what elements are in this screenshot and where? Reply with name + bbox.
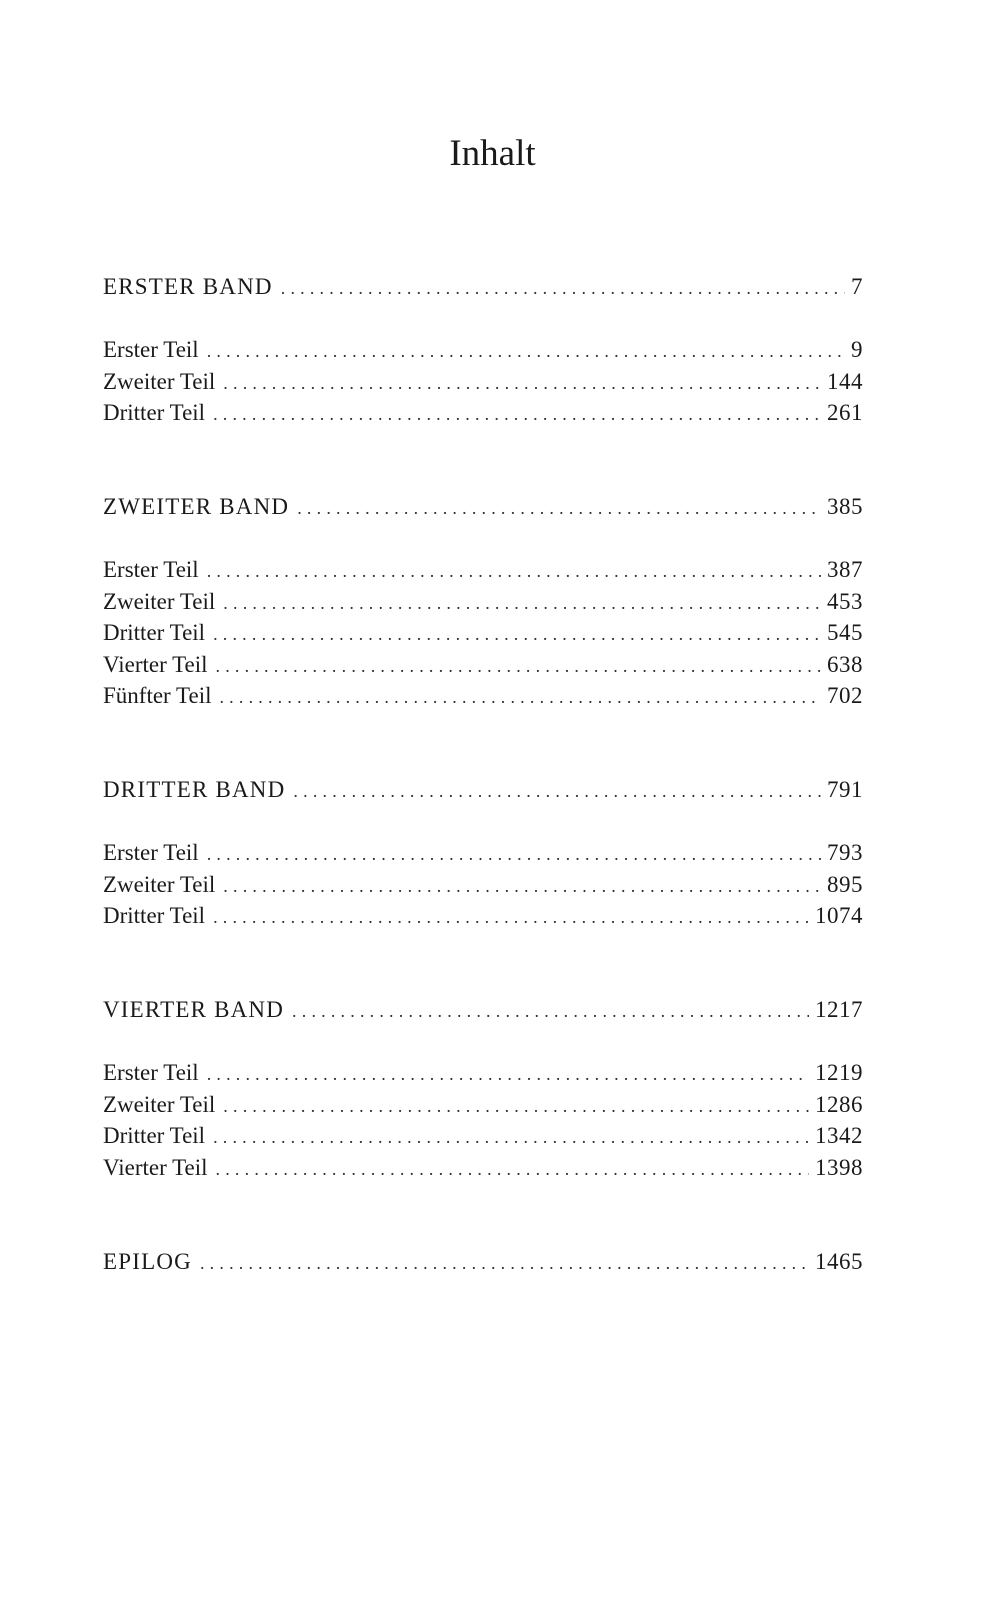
dot-leader [207,1059,809,1089]
toc-volume-4[interactable] [103,995,863,1026]
toc-entry-label: Erster Teil [103,1060,199,1085]
toc-entry-page: 1217 [815,997,863,1022]
dot-leader [292,996,809,1026]
toc-volume-2-part-2[interactable] [103,587,863,618]
toc-volume-2-part-1[interactable] [103,555,863,586]
dot-leader [213,399,821,429]
toc-epilog[interactable] [103,1247,863,1278]
toc-entry-label: Zweiter Teil [103,589,216,614]
toc-entry-page: 1398 [815,1155,863,1180]
toc-entry-page: 793 [827,840,863,865]
dot-leader [293,776,821,806]
toc-entry-page: 1465 [815,1249,863,1274]
toc-entry-label: Zweiter Teil [103,872,216,897]
toc-entry-page: 261 [827,400,863,425]
toc-entry-label: EPILOG [103,1249,192,1274]
toc-volume-3-part-1[interactable] [103,838,863,869]
dot-leader [207,556,821,586]
toc-volume-4-part-2[interactable] [103,1090,863,1121]
dot-leader [216,651,821,681]
toc-entry-label: Zweiter Teil [103,1092,216,1117]
toc-entry-page: 387 [827,557,863,582]
toc-entry-label: Vierter Teil [103,652,208,677]
toc-entry-page: 895 [827,872,863,897]
toc-entry-page: 1286 [815,1092,863,1117]
toc-entry-page: 702 [827,683,863,708]
toc-entry-label: Dritter Teil [103,620,206,645]
dot-leader [216,1154,809,1184]
dot-leader [213,1122,809,1152]
toc-entry-label: ZWEITER BAND [103,494,290,519]
toc-volume-3-part-2[interactable] [103,870,863,901]
toc-entry-label: Erster Teil [103,840,199,865]
toc-volume-4-part-3[interactable] [103,1121,863,1152]
toc-entry-label: Erster Teil [103,557,199,582]
toc-entry-page: 7 [851,274,863,299]
dot-leader [223,1091,809,1121]
toc-entry-label: Vierter Teil [103,1155,208,1180]
toc-volume-1[interactable] [103,272,863,303]
toc-entry-label: VIERTER BAND [103,997,285,1022]
toc-entry-label: ERSTER BAND [103,274,273,299]
toc-entry-label: Dritter Teil [103,903,206,928]
toc-entry-page: 385 [827,494,863,519]
toc-entry-page: 791 [827,777,863,802]
toc-entry-label: Zweiter Teil [103,369,216,394]
dot-leader [297,493,821,523]
dot-leader [281,273,845,303]
dot-leader [223,871,821,901]
toc-entry-page: 144 [827,369,863,394]
dot-leader [223,588,821,618]
dot-leader [223,368,821,398]
toc-volume-4-part-4[interactable] [103,1153,863,1184]
dot-leader [200,1248,809,1278]
toc-volume-1-part-3[interactable] [103,398,863,429]
toc-volume-2-part-3[interactable] [103,618,863,649]
toc-volume-1-part-2[interactable] [103,367,863,398]
dot-leader [213,619,821,649]
page-title: Inhalt [449,133,536,174]
toc-entry-label: DRITTER BAND [103,777,286,802]
dot-leader [207,336,845,366]
toc-volume-2-part-5[interactable] [103,681,863,712]
toc-entry-label: Erster Teil [103,337,199,362]
toc-entry-page: 638 [827,652,863,677]
toc-entry-page: 1342 [815,1123,863,1148]
toc-volume-3-part-3[interactable] [103,901,863,932]
toc-entry-label: Dritter Teil [103,1123,206,1148]
toc-entry-page: 1074 [815,903,863,928]
toc-entry-page: 1219 [815,1060,863,1085]
toc-volume-3[interactable] [103,775,863,806]
toc-volume-1-part-1[interactable] [103,335,863,366]
toc-volume-2-part-4[interactable] [103,650,863,681]
toc-volume-2[interactable] [103,492,863,523]
dot-leader [213,902,809,932]
toc-entry-page: 453 [827,589,863,614]
toc-entry-label: Dritter Teil [103,400,206,425]
toc-entry-label: Fünfter Teil [103,683,212,708]
toc-volume-4-part-1[interactable] [103,1058,863,1089]
dot-leader [207,839,821,869]
dot-leader [219,682,821,712]
toc-entry-page: 545 [827,620,863,645]
toc-entry-page: 9 [851,337,863,362]
